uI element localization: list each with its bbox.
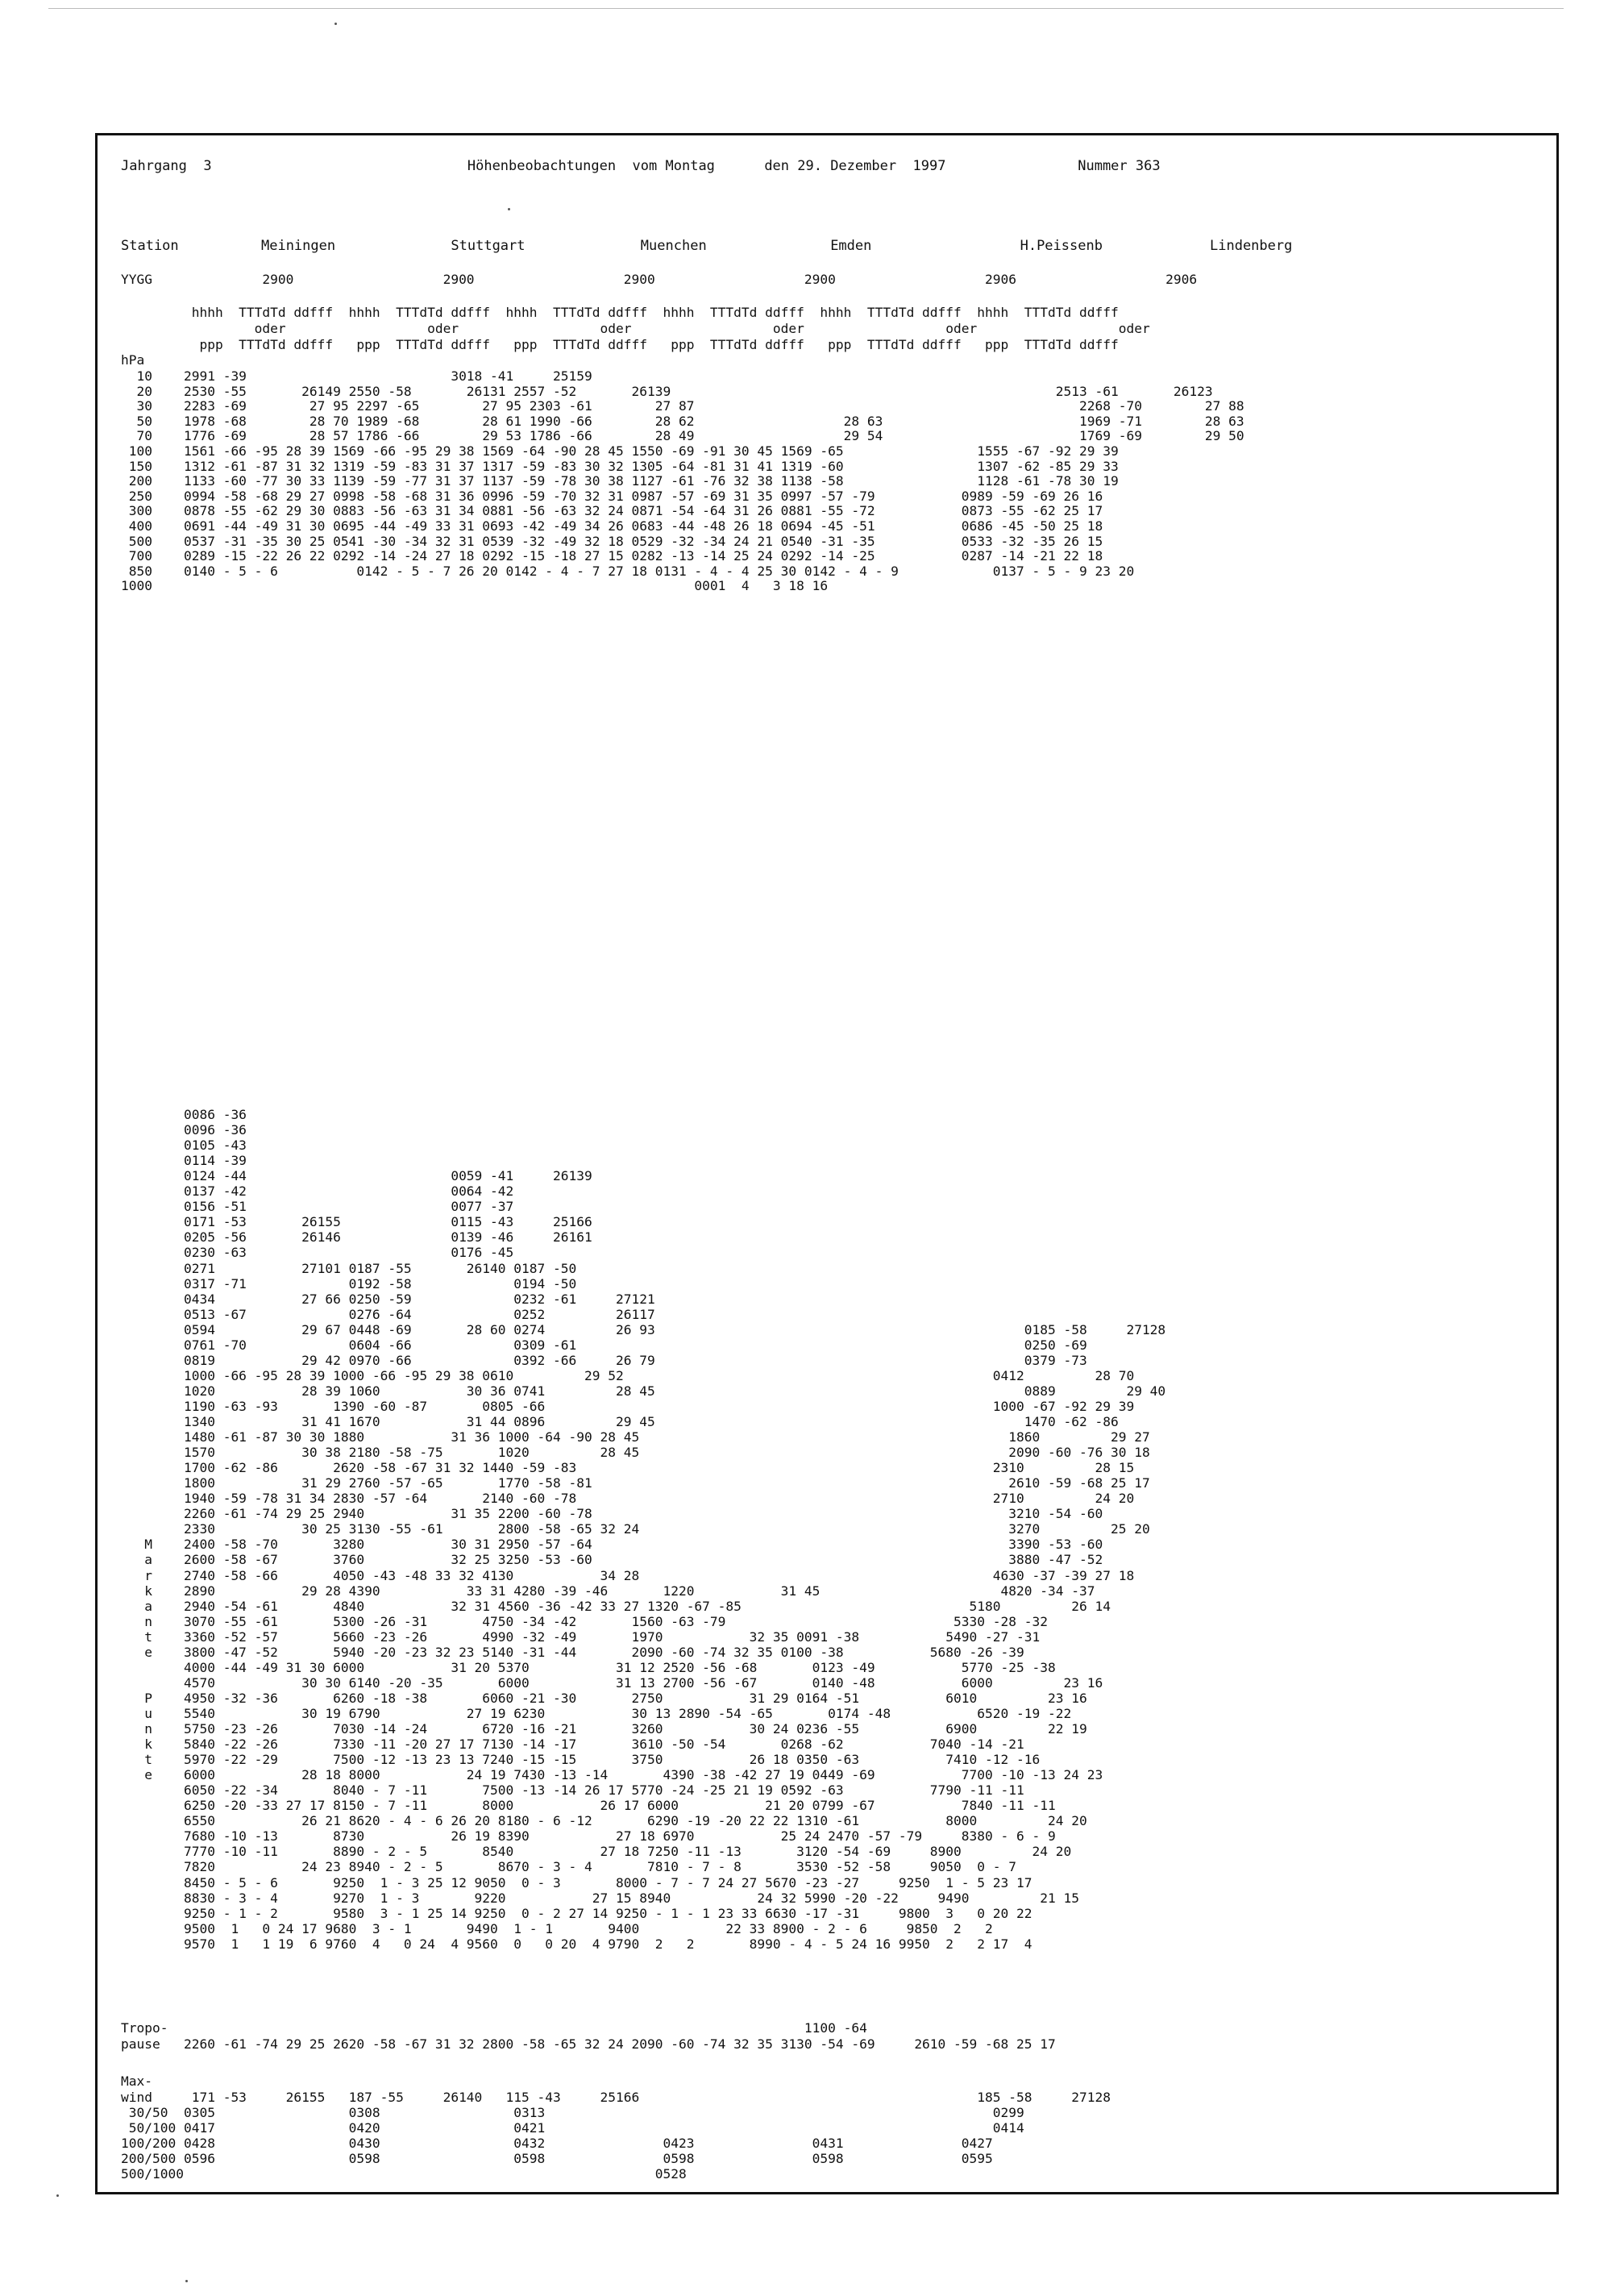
table-row: 1190 -63 -93 1390 -60 -87 0805 -66 1000 -67 -92 29 39 [121,1398,1135,1414]
table-row: 1000 -66 -95 28 39 1000 -66 -95 29 38 0610 29 52 0412 28 70 [121,1367,1135,1383]
table-row: 400 0691 -44 -49 31 30 0695 -44 -49 33 31 0693 -42 -49 34 26 0683 -44 -48 26 18 0694 -45 -51 0686 -45 -50 25 18 [121,518,1103,534]
table-row: e 3800 -47 -52 5940 -20 -23 32 23 5140 -31 -44 2090 -60 -74 32 35 0100 -38 5680 -26 -39 [121,1644,1024,1660]
table-row: e 6000 28 18 8000 24 19 7430 -13 -14 4390 -38 -42 27 19 0449 -69 7700 -10 -13 24 23 [121,1767,1103,1783]
table-row: k 5840 -22 -26 7330 -11 -20 27 17 7130 -14 -17 3610 -50 -54 0268 -62 7040 -14 -21 [121,1737,1024,1753]
table-row: 1940 -59 -78 31 34 2830 -57 -64 2140 -60 -78 2710 24 20 [121,1491,1135,1507]
table-row: 850 0140 - 5 - 6 0142 - 5 - 7 26 20 0142 - 4 - 7 27 18 0131 - 4 - 4 25 30 0142 - 4 - 9 0137 - 5 - 9 23 20 [121,563,1135,579]
maxwind-row: 200/500 0596 0598 0598 0598 0598 0595 [121,2151,993,2166]
table-row: 6050 -22 -34 8040 - 7 -11 7500 -13 -14 26 17 5770 -24 -25 21 19 0592 -63 7790 -11 -11 [121,1782,1024,1799]
table-row: 0114 -39 [121,1153,247,1169]
table-row: 0124 -44 0059 -41 26139 [121,1168,592,1184]
maxwind-row: wind 171 -53 26155 187 -55 26140 115 -43 25166 185 -58 27128 [121,2090,1111,2105]
maxwind-row: 30/50 0305 0308 0313 0299 [121,2105,1024,2120]
table-row: k 2890 29 28 4390 33 31 4280 -39 -46 1220 31 45 4820 -34 -37 [121,1583,1095,1599]
table-row: 0513 -67 0276 -64 0252 26117 [121,1306,655,1322]
table-row: 7770 -10 -11 8890 - 2 - 5 8540 27 18 7250 -11 -13 3120 -54 -69 8900 24 20 [121,1844,1072,1860]
table-row: 9500 1 0 24 17 9680 3 - 1 9490 1 - 1 9400 22 33 8900 - 2 - 6 9850 2 2 [121,1920,993,1936]
table-row: t 3360 -52 -57 5660 -23 -26 4990 -32 -49 1970 32 35 0091 -38 5490 -27 -31 [121,1628,1041,1645]
table-row: 700 0289 -15 -22 26 22 0292 -14 -24 27 18 0292 -15 -18 27 15 0282 -13 -14 25 24 0292 -14 -25 0287 -14 -21 22 18 [121,548,1103,564]
table-row: 0317 -71 0192 -58 0194 -50 [121,1275,577,1292]
table-row: 6550 26 21 8620 - 4 - 6 26 20 8180 - 6 -12 6290 -19 -20 22 22 1310 -61 8000 24 20 [121,1813,1087,1829]
table-row: 0271 27101 0187 -55 26140 0187 -50 [121,1260,577,1276]
table-row: 1570 30 38 2180 -58 -75 1020 28 45 2090 -60 -76 30 18 [121,1445,1150,1461]
header-line: Jahrgang 3 Höhenbeobachtungen vom Montag den 29. Dezember 1997 Nummer 363 [121,158,1161,174]
table-row: P 4950 -32 -36 6260 -18 -38 6060 -21 -30 2750 31 29 0164 -51 6010 23 16 [121,1690,1087,1706]
maxwind-row: 100/200 0428 0430 0432 0423 0431 0427 [121,2136,993,2151]
table-row: 6250 -20 -33 27 17 8150 - 7 -11 8000 26 17 6000 21 20 0799 -67 7840 -11 -11 [121,1798,1056,1814]
table-row: 1000 0001 4 3 18 16 [121,578,829,594]
scan-speck [56,2194,59,2197]
table-row: 0434 27 66 0250 -59 0232 -61 27121 [121,1291,655,1307]
column-header-row: oder oder oder oder oder oder [121,321,1150,336]
column-header-row: hhhh TTTdTd ddfff hhhh TTTdTd ddfff hhhh TTTdTd ddfff hhhh TTTdTd ddfff hhhh TTTdTd ddfff hhhh TTTdTd ddfff [121,305,1119,320]
table-row: 300 0878 -55 -62 29 30 0883 -56 -63 31 34 0881 -56 -63 32 24 0871 -54 -64 31 26 0881 -55 -72 0873 -55 -62 25 17 [121,503,1103,519]
table-row: 200 1133 -60 -77 30 33 1139 -59 -77 31 37 1137 -59 -78 30 38 1127 -61 -76 32 38 1138 -58 1128 -61 -78 30 19 [121,473,1119,489]
table-row: 1700 -62 -86 2620 -58 -67 31 32 1440 -59 -83 2310 28 15 [121,1460,1135,1476]
table-row: u 5540 30 19 6790 27 19 6230 30 13 2890 -54 -65 0174 -48 6520 -19 -22 [121,1705,1072,1721]
table-row: 0137 -42 0064 -42 [121,1183,514,1200]
table-row: t 5970 -22 -29 7500 -12 -13 23 13 7240 -15 -15 3750 26 18 0350 -63 7410 -12 -16 [121,1752,1041,1768]
table-row: 0230 -63 0176 -45 [121,1245,514,1261]
table-row: 150 1312 -61 -87 31 32 1319 -59 -83 31 37 1317 -59 -83 30 32 1305 -64 -81 31 41 1319 -60 1307 -62 -85 29 33 [121,458,1119,474]
table-row: 0819 29 42 0970 -66 0392 -66 26 79 0379 -73 [121,1352,1087,1368]
column-header-row: ppp TTTdTd ddfff ppp TTTdTd ddfff ppp TTTdTd ddfff ppp TTTdTd ddfff ppp TTTdTd ddfff ppp TTTdTd ddfff [121,337,1119,352]
tropopause-row: Tropo- 1100 -64 [121,2020,867,2036]
table-row: 10 2991 -39 3018 -41 25159 [121,368,592,384]
table-row: 50 1978 -68 28 70 1989 -68 28 61 1990 -66 28 62 28 63 1969 -71 28 63 [121,413,1244,429]
table-row: 250 0994 -58 -68 29 27 0998 -58 -68 31 36 0996 -59 -70 32 31 0987 -57 -69 31 35 0997 -57 -79 0989 -59 -69 26 16 [121,488,1103,504]
table-row: 4000 -44 -49 31 30 6000 31 20 5370 31 12 2520 -56 -68 0123 -49 5770 -25 -38 [121,1659,1056,1675]
table-row: 1340 31 41 1670 31 44 0896 29 45 1470 -62 -86 [121,1414,1119,1429]
station-row: Station Meiningen Stuttgart Muenchen Emden H.Peissenb Lindenberg [121,238,1293,254]
table-row: 20 2530 -55 26149 2550 -58 26131 2557 -52 26139 2513 -61 26123 [121,383,1213,399]
table-row: 1480 -61 -87 30 30 1880 31 36 1000 -64 -90 28 45 1860 29 27 [121,1429,1150,1445]
table-row: 7820 24 23 8940 - 2 - 5 8670 - 3 - 4 7810 - 7 - 8 3530 -52 -58 9050 0 - 7 [121,1859,1017,1875]
table-row: 9250 - 1 - 2 9580 3 - 1 25 14 9250 0 - 2 27 14 9250 - 1 - 1 23 33 6630 -17 -31 9800 3 0 20 22 [121,1905,1032,1921]
table-row: 4570 30 30 6140 -20 -35 6000 31 13 2700 -56 -67 0140 -48 6000 23 16 [121,1674,1103,1691]
table-row: 1020 28 39 1060 30 36 0741 28 45 0889 29 40 [121,1383,1166,1399]
scan-speck [334,23,337,25]
table-row: 100 1561 -66 -95 28 39 1569 -66 -95 29 38 1569 -64 -90 28 45 1550 -69 -91 30 45 1569 -65 1555 -67 -92 29 39 [121,443,1119,459]
unit-label: hPa [121,352,145,368]
table-row: 0205 -56 26146 0139 -46 26161 [121,1229,592,1246]
table-row: a 2600 -58 -67 3760 32 25 3250 -53 -60 3880 -47 -52 [121,1552,1103,1568]
table-row: 0171 -53 26155 0115 -43 25166 [121,1214,592,1230]
maxwind-row: Max- [121,2073,152,2089]
table-row: 7680 -10 -13 8730 26 19 8390 27 18 6970 25 24 2470 -57 -79 8380 - 6 - 9 [121,1828,1056,1845]
maxwind-row: 50/100 0417 0420 0421 0414 [121,2120,1024,2136]
table-row: 0594 29 67 0448 -69 28 60 0274 26 93 0185 -58 27128 [121,1321,1166,1337]
tropopause-row: pause 2260 -61 -74 29 25 2620 -58 -67 31 32 2800 -58 -65 32 24 2090 -60 -74 32 35 3130 -54 -69 2610 -59 -68 25 17 [121,2036,1056,2052]
table-row: 1800 31 29 2760 -57 -65 1770 -58 -81 2610 -59 -68 25 17 [121,1475,1150,1491]
table-row: 500 0537 -31 -35 30 25 0541 -30 -34 32 31 0539 -32 -49 32 18 0529 -32 -34 24 21 0540 -31 -35 0533 -32 -35 26 15 [121,533,1103,549]
table-row: r 2740 -58 -66 4050 -43 -48 33 32 4130 34 28 4630 -37 -39 27 18 [121,1567,1135,1583]
table-row: 8830 - 3 - 4 9270 1 - 3 9220 27 15 8940 24 32 5990 -20 -22 9490 21 15 [121,1890,1079,1906]
table-row: n 5750 -23 -26 7030 -14 -24 6720 -16 -21 3260 30 24 0236 -55 6900 22 19 [121,1721,1087,1737]
top-rule [48,8,1564,9]
table-row: 0086 -36 [121,1107,247,1122]
table-row: a 2940 -54 -61 4840 32 31 4560 -36 -42 33 27 1320 -67 -85 5180 26 14 [121,1598,1111,1614]
scan-speck [185,2280,188,2282]
table-row: M 2400 -58 -70 3280 30 31 2950 -57 -64 3390 -53 -60 [121,1537,1103,1553]
table-row: 0096 -36 [121,1122,247,1138]
table-row: 0156 -51 0077 -37 [121,1199,514,1215]
table-row: 8450 - 5 - 6 9250 1 - 3 25 12 9050 0 - 3 8000 - 7 - 7 24 27 5670 -23 -27 9250 1 - 5 23 17 [121,1874,1032,1890]
table-row: 0105 -43 [121,1138,247,1154]
table-row: 9570 1 1 19 6 9760 4 0 24 4 9560 0 0 20 4 9790 2 2 8990 - 4 - 5 24 16 9950 2 2 17 4 [121,1936,1032,1952]
table-row: 2330 30 25 3130 -55 -61 2800 -58 -65 32 24 3270 25 20 [121,1521,1150,1537]
table-row: 0761 -70 0604 -66 0309 -61 0250 -69 [121,1337,1087,1353]
table-row: 70 1776 -69 28 57 1786 -66 29 53 1786 -66 28 49 29 54 1769 -69 29 50 [121,428,1244,444]
table-row: 30 2283 -69 27 95 2297 -65 27 95 2303 -61 27 87 2268 -70 27 88 [121,398,1244,414]
table-row: 2260 -61 -74 29 25 2940 31 35 2200 -60 -78 3210 -54 -60 [121,1506,1103,1522]
maxwind-row: 500/1000 0528 [121,2166,687,2182]
table-row: n 3070 -55 -61 5300 -26 -31 4750 -34 -42 1560 -63 -79 5330 -28 -32 [121,1613,1048,1629]
yygg-row: YYGG 2900 2900 2900 2900 2906 2906 [121,272,1198,287]
